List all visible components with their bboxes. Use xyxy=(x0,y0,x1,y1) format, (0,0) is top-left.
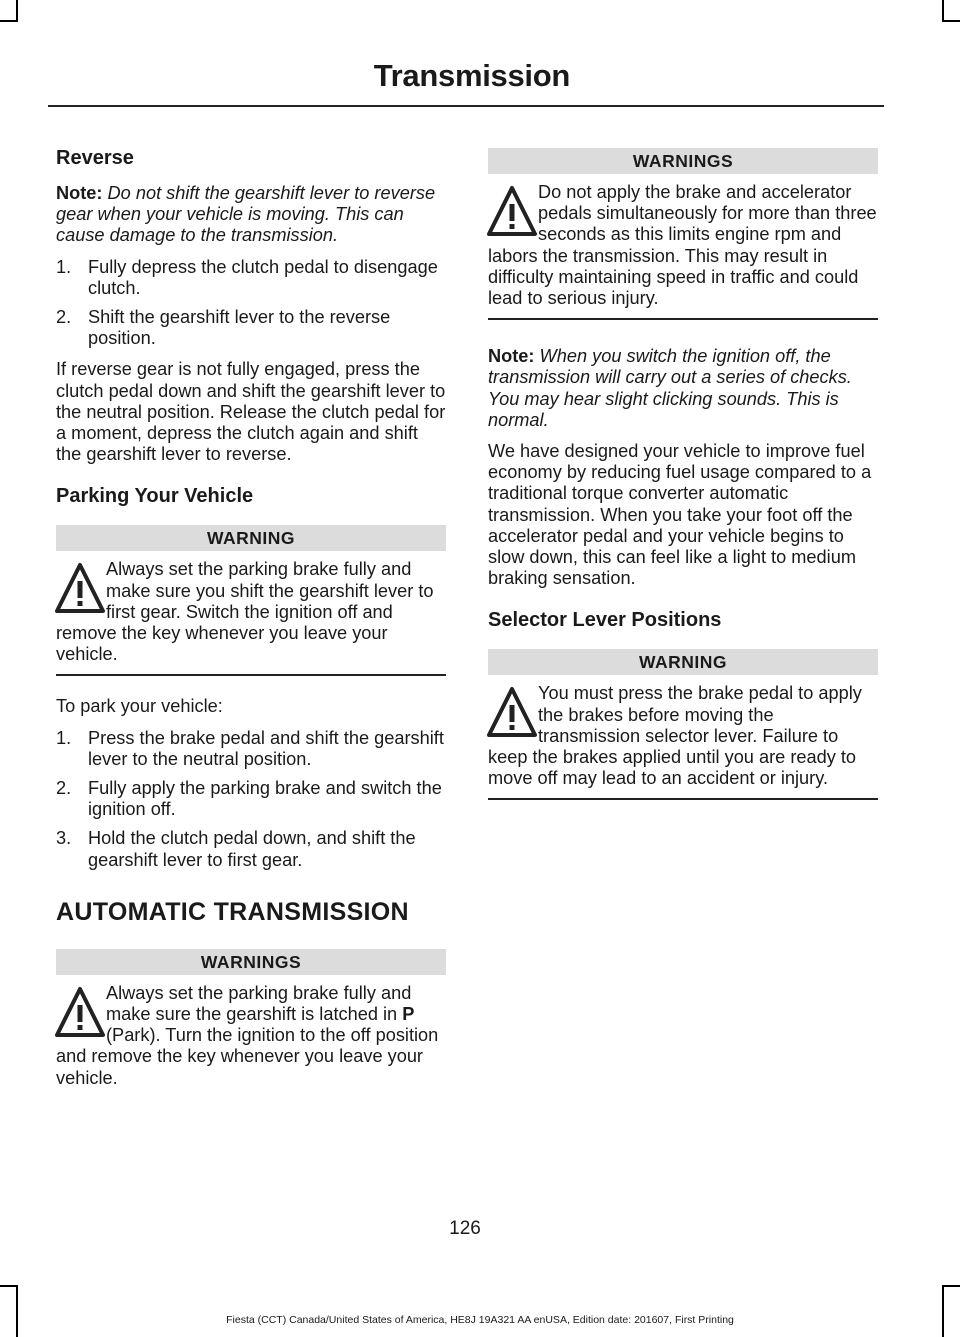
warnings-header: WARNINGS xyxy=(56,949,446,975)
step-number: 1. xyxy=(56,727,72,748)
warnings-header: WARNINGS xyxy=(488,148,878,174)
step-number: 3. xyxy=(56,828,72,849)
step-text: Fully apply the parking brake and switch the ignition off. xyxy=(88,778,442,820)
warning-box xyxy=(488,182,878,320)
crop-mark xyxy=(942,20,960,22)
design-paragraph: We have designed your vehicle to improve fuel economy by reducing fuel usage compared to a traditional torque converter automatic transmission. When you take your foot off the accelerator pedal and your vehicle begins to slow down, this can feel like a light to medium braking sensation. xyxy=(488,441,872,589)
warning-text: You must press the brake pedal to apply the brakes before moving the transmission selector lever. Failure to keep the brakes applied until you are ready to move off may lead to an accident or injury. xyxy=(488,683,862,789)
footer-text: Fiesta (CCT) Canada/United States of America, HE8J 19A321 AA enUSA, Edition date: 201607, First Printing xyxy=(226,1314,734,1326)
step-text: Hold the clutch pedal down, and shift the gearshift lever to first gear. xyxy=(88,828,416,870)
crop-mark xyxy=(942,1285,960,1287)
note-text: When you switch the ignition off, the transmission will carry out a series of checks. You may hear slight clicking sounds. This is normal. xyxy=(488,346,852,430)
list-item xyxy=(56,778,446,820)
warning-triangle-icon xyxy=(54,985,106,1043)
page-number: 126 xyxy=(449,1218,481,1239)
step-number: 2. xyxy=(56,307,72,328)
crop-mark xyxy=(0,1285,18,1287)
crop-mark xyxy=(942,1285,944,1337)
crop-mark xyxy=(0,20,18,22)
step-number: 1. xyxy=(56,256,72,277)
note-label: Note: xyxy=(56,183,103,203)
note-label: Note: xyxy=(488,346,535,367)
warning-box xyxy=(56,559,446,676)
reverse-paragraph: If reverse gear is not fully engaged, press the clutch pedal down and shift the gearshift lever to the neutral position. Release the clutch pedal for a moment, depress the clutch again and shift the gearshift lever to reverse. xyxy=(56,359,446,465)
crop-mark xyxy=(16,1285,18,1337)
warning-box xyxy=(56,983,446,1089)
list-item xyxy=(56,257,446,299)
selector-heading: Selector Lever Positions xyxy=(488,609,722,632)
parking-heading: Parking Your Vehicle xyxy=(56,485,254,508)
warning-triangle-icon xyxy=(54,561,106,619)
step-text: Shift the gearshift lever to the reverse position. xyxy=(88,307,391,349)
warning-triangle-icon xyxy=(486,184,538,242)
warning-text: Always set the parking brake fully and make sure the gearshift is latched in P (Park). Turn the ignition to the off position and remove the key whenever you leave your vehicle. xyxy=(56,982,439,1088)
step-number: 2. xyxy=(56,778,72,799)
park-letter: P xyxy=(402,1004,415,1025)
note-text: Do not shift the gearshift lever to reverse gear when your vehicle is moving. This can cause damage to the transmission. xyxy=(56,183,436,246)
step-text: Press the brake pedal and shift the gearshift lever to the neutral position. xyxy=(88,727,444,769)
reverse-note xyxy=(56,183,446,247)
list-item xyxy=(56,728,446,770)
list-item xyxy=(56,828,446,870)
step-text: Fully depress the clutch pedal to disengage clutch. xyxy=(88,256,438,298)
ignition-note xyxy=(488,346,878,431)
header-divider xyxy=(48,105,884,107)
warning-header: WARNING xyxy=(56,525,446,551)
page-title: Transmission xyxy=(373,58,570,93)
warning-text: Always set the parking brake fully and make sure you shift the gearshift lever to first gear. Switch the ignition off and remove the key whenever you leave your vehicle. xyxy=(56,559,434,665)
reverse-steps xyxy=(56,257,446,350)
crop-mark xyxy=(942,0,944,20)
warning-box xyxy=(488,683,878,800)
right-column xyxy=(488,148,878,820)
left-column xyxy=(56,145,446,1089)
warning-header: WARNING xyxy=(488,649,878,675)
crop-mark xyxy=(16,0,18,20)
reverse-heading: Reverse xyxy=(56,147,134,169)
automatic-transmission-heading: AUTOMATIC TRANSMISSION xyxy=(56,897,409,926)
park-steps xyxy=(56,728,446,871)
warning-text: Do not apply the brake and accelerator pedals simultaneously for more than three seconds as this limits engine rpm and labors the transmission. This may result in difficulty maintaining speed in traffic and could lead to serious injury. xyxy=(488,182,877,309)
park-intro: To park your vehicle: xyxy=(56,696,223,717)
list-item xyxy=(56,307,446,349)
warning-triangle-icon xyxy=(486,685,538,743)
